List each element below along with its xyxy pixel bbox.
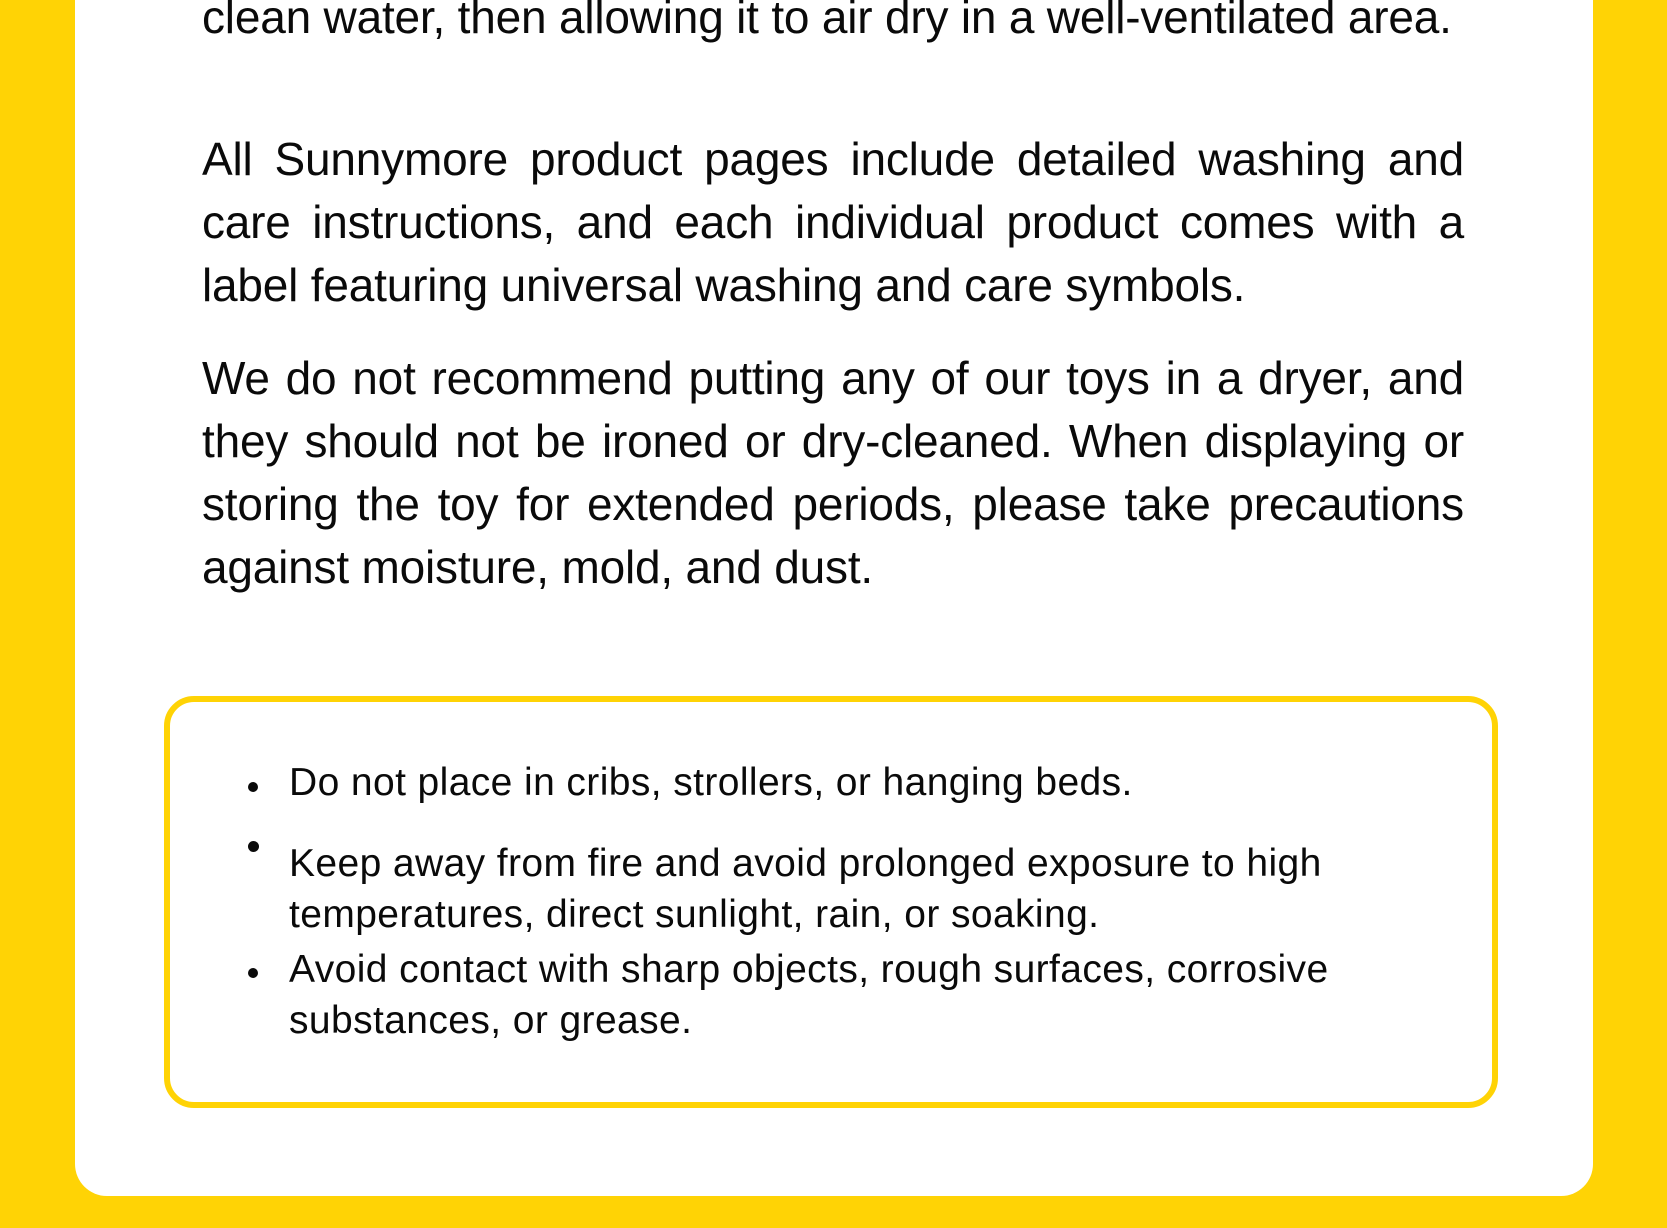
care-paragraph-instructions: All Sunnymore product pages include detailed washing and care instructions, and each individual product comes with a label featuring universal washing and care symbols.: [202, 133, 1464, 311]
care-paragraph-drying: clean water, then allowing it to air dry in a well-ventilated area.: [202, 0, 1452, 43]
list-item-text: Do not place in cribs, strollers, or hanging beds.: [289, 761, 1133, 804]
bullet-dot-icon: [248, 968, 258, 978]
list-item-text: Keep away from fire and avoid prolonged exposure to high temperatures, direct sunlight, rain, or soaking.: [289, 842, 1322, 936]
care-paragraph-storage: We do not recommend putting any of our toys in a dryer, and they should not be ironed or dry-cleaned. When displaying or storing the toy for extended periods, please take precautions against moisture, mold, and dust.: [202, 352, 1464, 593]
list-item-text: Avoid contact with sharp objects, rough surfaces, corrosive substances, or grease.: [289, 948, 1329, 1042]
bullet-dot-icon: [248, 782, 258, 792]
bullet-dot-icon: [248, 841, 259, 852]
safety-notice-box: [164, 696, 1498, 1108]
